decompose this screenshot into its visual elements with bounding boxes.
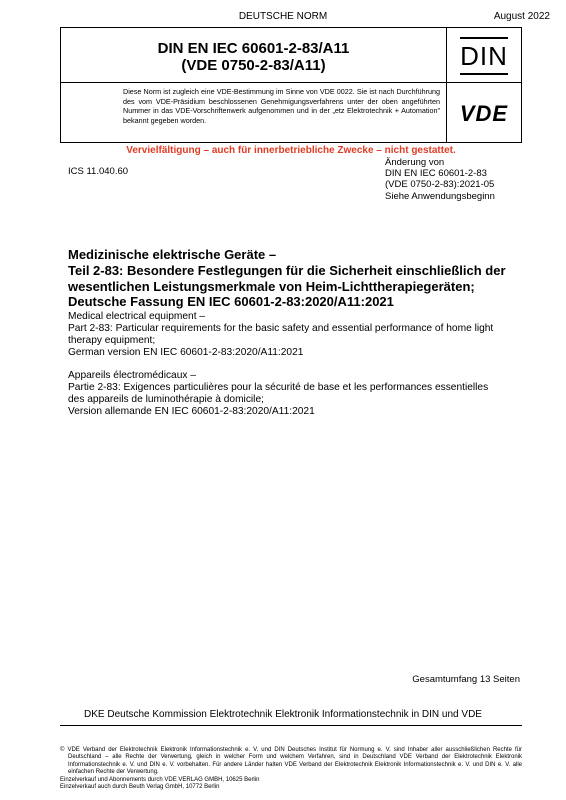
title-french-line: des appareils de luminothérapie à domicile; (68, 394, 264, 405)
title-english-line: Medical electrical equipment – (68, 311, 206, 322)
title-german-line: Medizinische elektrische Geräte – (68, 247, 277, 262)
din-logo-bottom-bar (460, 73, 508, 75)
title-french (68, 370, 538, 418)
title-french-line: Version allemande EN IEC 60601-2-83:2020/A11:2021 (68, 406, 315, 417)
vde-note: Diese Norm ist zugleich eine VDE-Bestimmung im Sinne von VDE 0022. Sie ist nach Durchführung des vom VDE-Präsidium beschlossenen Genehmigungsverfahrens unter der oben angeführten Nummer in das VDE-Vorschriftenwerk aufgenommen und in der „etz Elektrotechnik + Automation" bekannt gegeben worden. (61, 82, 447, 143)
title-german-line: Teil 2-83: Besondere Festlegungen für die Sicherheit einschließlich der (68, 262, 506, 278)
standard-number: DIN EN IEC 60601-2-83/A11 (157, 40, 350, 57)
title-german-line: wesentlichen Leistungsmerkmale von Heim-Lichttherapiegeräten; (68, 278, 475, 294)
publication-date: August 2022 (493, 11, 550, 22)
amendment-line: Siehe Anwendungsbeginn (385, 190, 495, 202)
amendment-info (385, 157, 495, 202)
footer-divider (60, 725, 522, 726)
footer (60, 747, 522, 791)
title-box (60, 27, 522, 143)
dke-line: DKE Deutsche Kommission Elektrotechnik Elektronik Informationstechnik in DIN und VDE (84, 709, 482, 720)
vde-logo-cell (446, 82, 522, 143)
din-logo-top-bar (460, 37, 508, 39)
din-logo (460, 37, 508, 75)
document-type-header: DEUTSCHE NORM (238, 11, 328, 22)
title-english-line: German version EN IEC 60601-2-83:2020/A11:2021 (68, 347, 304, 358)
title-english-line: therapy equipment; (68, 335, 156, 346)
title-german (68, 247, 538, 310)
copyright-notice: © VDE Verband der Elektrotechnik Elektronik Informationstechnik e. V. und DIN Deutsches Institut für Normung e. V. sind Inhaber aller ausschließlichen Rechte für Deutschland – alle Rechte der Verwertung, gleich in welcher Form und welchem Verfahren, sind in Deutschland VDE Verband der Elektrotechnik Elektronik Informationstechnik e. V. und DIN e. V. vorbehalten. Für andere Länder halten VDE Verband der Elektrotechnik Elektronik Informationstechnik e. V. und DIN e. V. alle einfachen Rechte der Verwertung. (60, 747, 522, 776)
standard-number-cell (61, 28, 447, 83)
sales-beuth: Einzelverkauf auch durch Beuth Verlag GmbH, 10772 Berlin (60, 784, 220, 791)
amendment-line: (VDE 0750-2-83):2021-05 (385, 179, 495, 191)
vde-number: (VDE 0750-2-83/A11) (181, 57, 326, 74)
reproduction-warning: Vervielfältigung – auch für innerbetriebliche Zwecke – nicht gestattet. (126, 145, 456, 156)
sales-vde: Einzelverkauf und Abonnements durch VDE VERLAG GMBH, 10625 Berlin (60, 776, 260, 783)
title-french-line: Partie 2-83: Exigences particulières pour la sécurité de base et les performances essentielles (68, 382, 489, 393)
total-pages: Gesamtumfang 13 Seiten (412, 674, 520, 685)
title-german-line: Deutsche Fassung EN IEC 60601-2-83:2020/A11:2021 (68, 294, 394, 310)
title-english (68, 311, 538, 359)
amendment-line: DIN EN IEC 60601-2-83 (385, 168, 487, 180)
vde-logo: VDE (459, 101, 509, 126)
amendment-line: Änderung von (385, 157, 445, 168)
title-french-line: Appareils électromédicaux – (68, 370, 196, 381)
din-logo-text: DIN (460, 41, 508, 71)
din-logo-cell (446, 28, 522, 83)
ics-code: ICS 11.040.60 (68, 166, 129, 177)
title-english-line: Part 2-83: Particular requirements for the basic safety and essential performance of home light (68, 323, 494, 334)
